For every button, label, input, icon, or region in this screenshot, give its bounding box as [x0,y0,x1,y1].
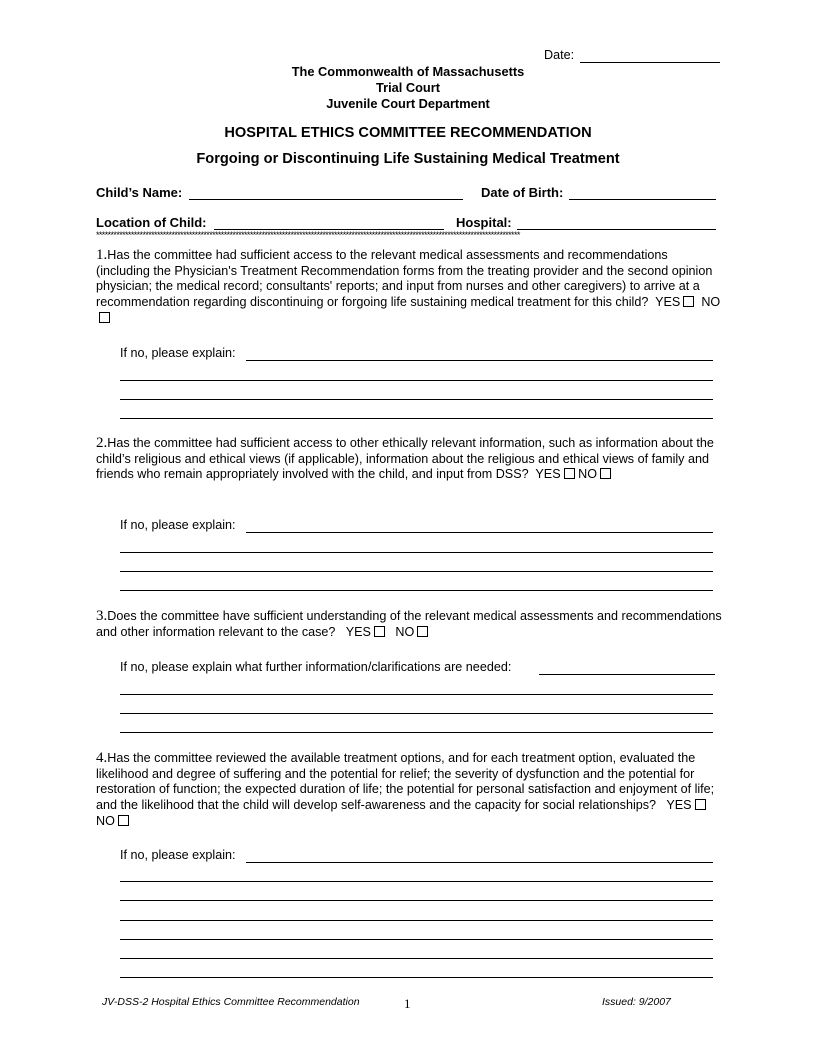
question-number: 3. [96,608,108,624]
explain-line[interactable] [120,399,713,400]
explain-line[interactable] [120,713,713,714]
explain-label: If no, please explain: [120,346,236,360]
no-checkbox[interactable] [600,468,611,479]
yes-label: YES [535,467,561,482]
date-of-birth-label: Date of Birth: [481,185,564,200]
explain-line[interactable] [246,862,713,863]
no-checkbox[interactable] [118,815,129,826]
yes-checkbox[interactable] [564,468,575,479]
date-field[interactable] [580,62,720,63]
form-title: HOSPITAL ETHICS COMMITTEE RECOMMENDATION [224,125,592,141]
explain-line[interactable] [120,590,713,591]
childs-name-label: Child’s Name: [96,185,183,200]
no-label: NO [395,624,415,639]
question-1 [96,248,724,327]
question-number: 2. [96,435,108,451]
yes-checkbox[interactable] [695,799,706,810]
explain-line[interactable] [246,360,713,361]
form-subtitle: Forgoing or Discontinuing Life Sustaining Medical Treatment [196,151,620,167]
explain-line[interactable] [246,532,713,533]
explain-line[interactable] [120,900,713,901]
yes-label: YES [345,624,371,639]
question-number: 4. [96,750,108,766]
explain-line[interactable] [120,418,713,419]
separator-line: ************************************************************************************************************************************************** [96,230,520,240]
explain-line[interactable] [120,732,713,733]
no-label: NO [578,467,597,482]
footer-form-id: JV-DSS-2 Hospital Ethics Committee Recommendation [102,996,360,1008]
header-juvenile-court: Juvenile Court Department [326,96,490,111]
explain-line[interactable] [120,939,713,940]
question-text: Does the committee have sufficient understanding of the relevant medical assessments and recommendations and other information relevant to the case? [96,609,722,639]
question-3 [96,609,724,640]
question-4 [96,751,724,830]
question-2 [96,436,724,483]
explain-label: If no, please explain: [120,518,236,532]
yes-checkbox[interactable] [374,626,385,637]
explain-line[interactable] [120,958,713,959]
yes-label: YES [666,798,692,813]
date-of-birth-field[interactable] [569,199,716,200]
no-label: NO [96,813,115,828]
question-text: Has the committee had sufficient access to other ethically relevant information, such as information about the child’s religious and ethical views (if applicable), information about the religious and ethical views of family and friends who remain appropriately involved with the child, and input from DSS? [96,436,714,482]
header-commonwealth: The Commonwealth of Massachusetts [291,64,525,79]
no-checkbox[interactable] [417,626,428,637]
question-text: Has the committee had sufficient access to the relevant medical assessments and recommendations (including the Physician's Treatment Recommendation forms from the treating provider and the second opinion physician; the medical record; consultants' reports; and input from nurses and other caregivers) to arrive at a recommendation regarding discontinuing or forgoing life sustaining medical treatment for this child? [96,248,713,310]
question-number: 1. [96,247,108,263]
explain-line[interactable] [120,694,713,695]
explain-line[interactable] [120,552,713,553]
question-text: Has the committee reviewed the available treatment options, and for each treatment option, evaluated the likelihood and degree of suffering and the potential for relief; the severity of dysfunction and the potential for restoration of function; the expected duration of life; the potential for personal satisfaction and enjoyment of life; and the likelihood that the child will develop self-awareness and the capacity for social relationships? [96,751,715,813]
header-trial-court: Trial Court [376,80,440,95]
explain-label: If no, please explain what further information/clarifications are needed: [120,660,512,674]
explain-line[interactable] [539,674,715,675]
footer-issued-date: Issued: 9/2007 [602,996,671,1008]
explain-line[interactable] [120,380,713,381]
date-label: Date: [544,48,575,62]
yes-label: YES [655,295,681,310]
page-number: 1 [404,996,411,1011]
explain-line[interactable] [120,881,713,882]
yes-checkbox[interactable] [683,296,694,307]
childs-name-field[interactable] [189,199,463,200]
no-checkbox[interactable] [99,312,110,323]
explain-line[interactable] [120,571,713,572]
explain-line[interactable] [120,977,713,978]
hospital-label: Hospital: [456,215,512,230]
explain-label: If no, please explain: [120,848,236,862]
location-of-child-label: Location of Child: [96,215,207,230]
explain-line[interactable] [120,920,713,921]
no-label: NO [701,295,721,310]
